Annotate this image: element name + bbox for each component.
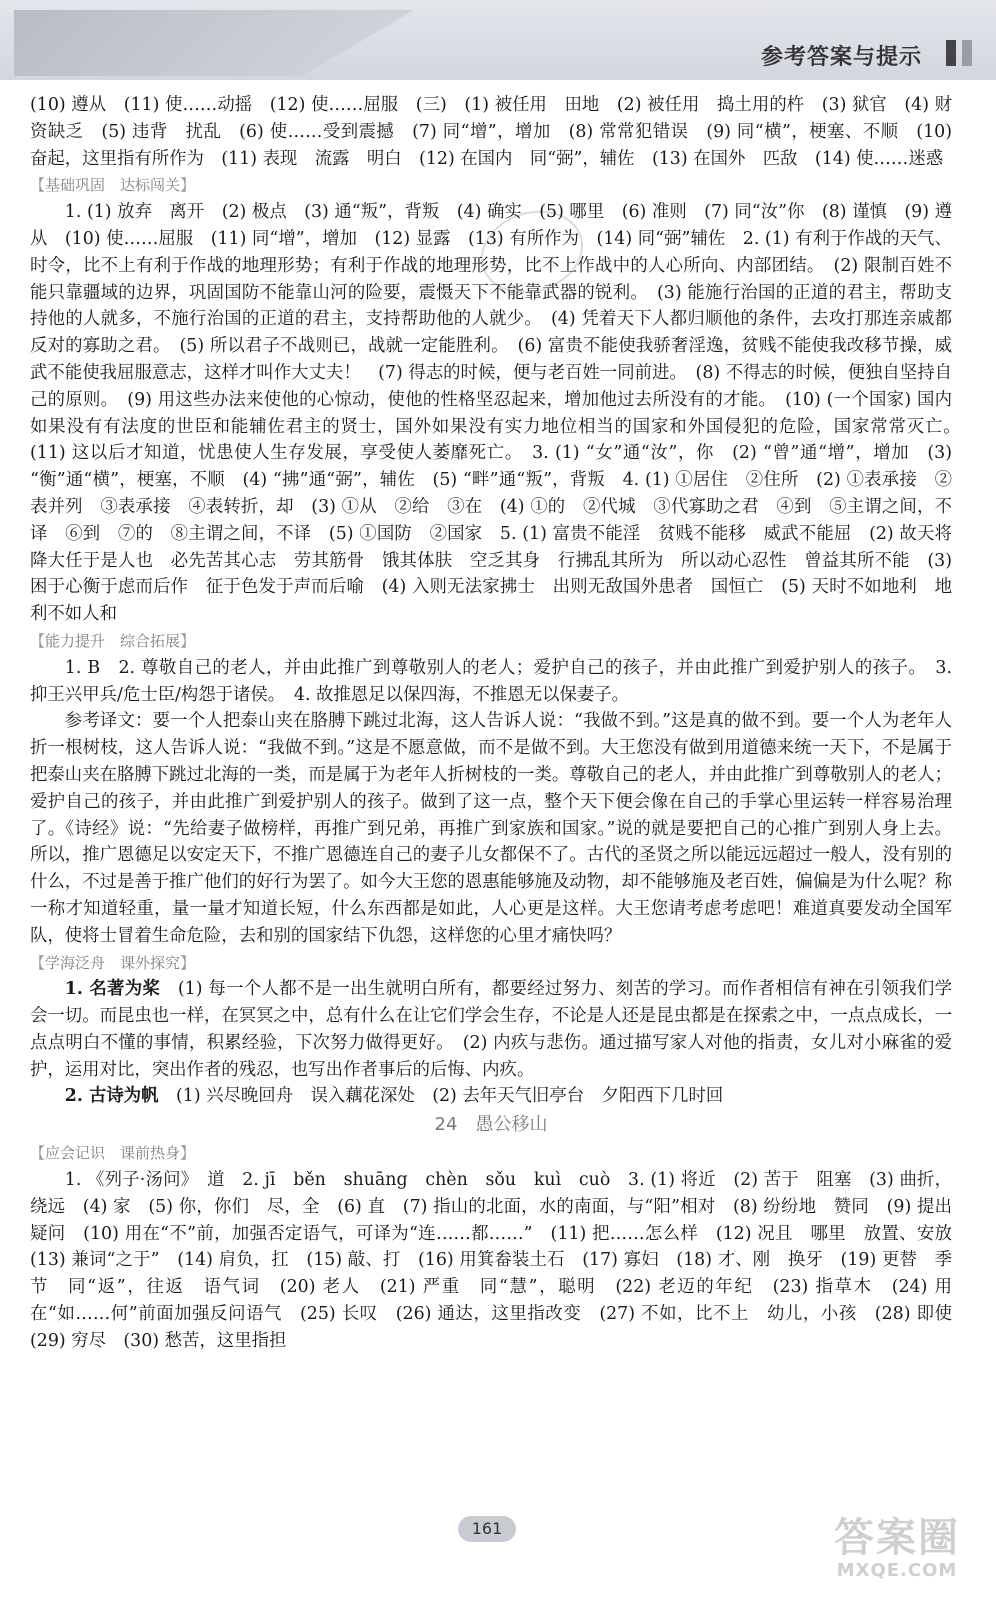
lesson-title: 愚公移山 — [475, 1114, 548, 1136]
lesson-heading — [30, 1110, 952, 1140]
section-heading-nengli-label: 能力提升 综合拓展 — [45, 631, 181, 650]
section-heading-xuehai: 【学海泛舟 课外探究】 — [30, 953, 196, 972]
paragraph-yinghui: 1. 《列子·汤问》 道 2. jī běn shuāng chèn sǒu kuì cuò 3. (1) 将近 (2) 苦于 阻塞 (3) 曲折，绕远 (4) 家 (5) 你，你们 尽，全 (6) 直 (7) 指山的北面，水的南面，与“阳”相对 (8) 纷纷地 赞同 (9) 提出疑问 (10) 用在“不”前，加强否定语气，可译为“连……都……” (11) 把……怎么样 (12) 况且 哪里 放置、安放 (13) 兼词“之于” (14) 肩负，扛 (15) 敲、打 (16) 用箕畚装土石 (17) 寡妇 (18) 才、刚 换牙 (19) 更替 季节 同“返”，往返 语气词 (20) 老人 (21) 严重 同“慧”，聪明 (22) 老迈的年纪 (23) 指草木 (24) 用在“如……何”前面加强反问语气 (25) 长叹 (26) 通达，这里指改变 (27) 不如，比不上 幼儿，小孩 (28) 即使 (29) 穷尽 (30) 愁苦，这里指担 — [30, 1170, 970, 1351]
header-decoration-bar-light — [962, 40, 972, 66]
paragraph-nengli-answers: 1. B 2. 尊敬自己的老人，并由此推广到尊敬别人的老人；爱护自己的孩子，并由此推广到爱护别人的孩子。 3. 抑王兴甲兵/危士臣/构怨于诸侯。 4. 故推恩足以保四海，不推恩无以保妻子。 — [30, 657, 952, 705]
lesson-number: 24 — [434, 1114, 458, 1136]
paragraph-xuehai-1 — [30, 976, 952, 1083]
page-header-title: 参考答案与提示 — [760, 45, 922, 70]
xuehai-2-label: 2. 古诗为帆 — [64, 1086, 159, 1107]
section-heading-nengli: 【能力提升 综合拓展】 — [30, 631, 196, 650]
section-heading-yinghui: 【应会记识 课前热身】 — [30, 1144, 196, 1163]
xuehai-1-label: 1. 名著为桨 — [64, 979, 161, 1000]
section-heading-jichu-label: 基础巩固 达标闯关 — [45, 176, 181, 195]
watermark-logo-cn: 答案圈 — [834, 1515, 960, 1561]
paragraph-xuehai-2 — [30, 1083, 952, 1110]
watermark-logo — [822, 1516, 972, 1586]
watermark-logo-en: MXQE.COM — [836, 1560, 958, 1581]
paragraph-nengli-translation: 参考译文：要一个人把泰山夹在胳膊下跳过北海，这人告诉人说：“我做不到。”这是真的做不到。要一个人为老年人折一根树枝，这人告诉人说：“我做不到。”这是不愿意做，而不是做不到。大王您没有做到用道德来统一天下，不是属于把泰山夹在胳膊下跳过北海的一类，而是属于为老年人折树枝的一类。尊敬自己的老人，并由此推广到尊敬别人的老人；爱护自己的孩子，并由此推广到爱护别人的孩子。做到了这一点，整个天下便会像在自己的手掌心里运转一样容易治理了。《诗经》说：“先给妻子做榜样，再推广到兄弟，再推广到家族和国家。”说的就是要把自己的心推广到别人身上去。所以，推广恩德足以安定天下，不推广恩德连自己的妻子儿女都保不了。古代的圣贤之所以能远远超过一般人，没有别的什么，不过是善于推广他们的好行为罢了。如今大王您的恩惠能够施及动物，却不能够施及老百姓，偏偏是为什么呢？称一称才知道轻重，量一量才知道长短，什么东西都是如此，人心更是这样。大王您请考虑考虑吧！难道真要发动全国军队，使将士冒着生命危险，去和别的国家结下仇怨，这样您的心里才痛快吗？ — [30, 711, 952, 946]
paragraph-top: (10) 遵从 (11) 使……动摇 (12) 使……屈服 (三) (1) 被任用 田地 (2) 被任用 捣土用的杵 (3) 狱官 (4) 财资缺乏 (5) 违背 扰乱 (6) 使……受到震撼 (7) 同“增”，增加 (8) 常常犯错误 (9) 同“横”，梗塞、不顺 (10) 奋起，这里指有所作为 (11) 表现 流露 明白 (12) 在国内 同“弼”，辅佐 (13) 在国外 匹敌 (14) 使……迷惑 — [30, 95, 952, 169]
paragraph-jichu: 1. (1) 放弃 离开 (2) 极点 (3) 通“叛”，背叛 (4) 确实 (5) 哪里 (6) 准则 (7) 同“汝”你 (8) 谨慎 (9) 遵从 (10) 使……屈服 (11) 同“增”，增加 (12) 显露 (13) 有所作为 (14) 同“弼”辅佐 2. (1) 有利于作战的天气、时令，比不上有利于作战的地理形势；有利于作战的地理形势，比不上作战中的人心所向、内部团结。 (2) 限制百姓不能只靠疆域的边界，巩固国防不能靠山河的险要，震慑天下不能靠武器的锐利。 (3) 能施行治国的正道的君主，帮助支持他的人就多，不施行治国的正道的君主，支持帮助他的人就少。 (4) 凭着天下人都归顺他的条件，去攻打那连亲戚都反对的寡助之君。 (5) 所以君子不战则已，战就一定能胜利。 (6) 富贵不能使我骄奢淫逸，贫贱不能使我改移节操，威武不能使我屈服意志，这样才叫作大丈夫！ (7) 得志的时候，便与老百姓一同前进。 (8) 不得志的时候，便独自坚持自己的原则。 (9) 用这些办法来使他的心惊动，使他的性格坚忍起来，增加他过去所没有的才能。 (10) (一个国家) 国内如果没有有法度的世臣和能辅佐君主的贤士，国外如果没有实力地位相当的国家和外国侵犯的危险，国家常常灭亡。 (11) 这以后才知道，忧患使人生存发展，享受使人萎靡死亡。 3. (1) “女”通“汝”，你 (2) “曾”通“增”，增加 (3) “衡”通“横”，梗塞，不顺 (4) “拂”通“弼”，辅佐 (5) “畔”通“叛”，背叛 4. (1) ①居住 ②住所 (2) ①表承接 ②表并列 ③表承接 ④表转折，却 (3) ①从 ②给 ③在 (4) ①的 ②代城 ③代寡助之君 ④到 ⑤主谓之间，不译 ⑥到 ⑦的 ⑧主谓之间，不译 (5) ①国防 ②国家 5. (1) 富贵不能淫 贫贱不能移 威武不能屈 (2) 故天将降大任于是人也 必先苦其心志 劳其筋骨 饿其体肤 空乏其身 行拂乱其所为 所以动心忍性 曾益其所不能 (3) 困于心衡于虑而后作 征于色发于声而后喻 (4) 入则无法家拂士 出则无敌国外患者 国恒亡 (5) 天时不如地利 地利不如人和 — [30, 202, 970, 625]
xuehai-1-text: (1) 每一个人都不是一出生就明白所有，都要经过努力、刻苦的学习。而作者相信有神在引领我们学会一切。而昆虫也一样，在冥冥之中，总有什么在让它们学会生存，不论是人还是昆虫都是在探索之中，一点点成长，一点点明白不懂的事情，积累经验，下次努力做得更好。 (2) 内疚与悲伤。通过描写家人对他的指责，女儿对小麻雀的爱护，运用对比，突出作者的残忍，也写出作者事后的后悔、内疚。 — [30, 979, 952, 1080]
answer-content — [30, 92, 970, 1560]
page-number: 161 — [458, 1516, 516, 1542]
header-decoration-bar-dark — [946, 40, 956, 66]
section-heading-xuehai-label: 学海泛舟 课外探究 — [45, 953, 181, 972]
xuehai-2-text: (1) 兴尽晚回舟 误入藕花深处 (2) 去年天气旧亭台 夕阳西下几时回 — [158, 1086, 724, 1107]
section-heading-yinghui-label: 应会记识 课前热身 — [45, 1144, 181, 1163]
section-heading-jichu: 【基础巩固 达标闯关】 — [30, 176, 196, 195]
